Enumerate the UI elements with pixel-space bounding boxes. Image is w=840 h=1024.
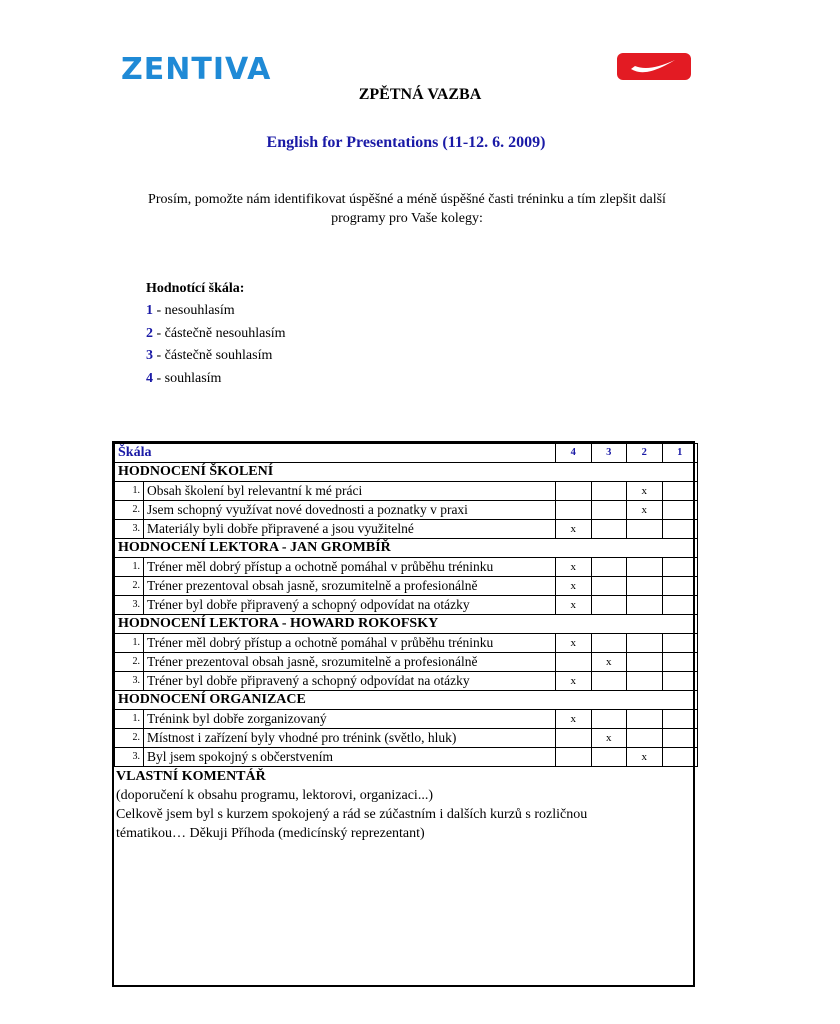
rating-cell[interactable] xyxy=(591,634,627,653)
rating-cell[interactable] xyxy=(662,501,698,520)
rating-cell[interactable] xyxy=(591,558,627,577)
rating-scale-item xyxy=(146,300,286,323)
rating-scale-text: - souhlasím xyxy=(153,370,222,386)
row-number: 3. xyxy=(115,672,144,691)
rating-cell[interactable]: x xyxy=(627,748,663,767)
rating-cell[interactable]: x xyxy=(627,482,663,501)
rating-cell[interactable] xyxy=(662,520,698,539)
table-row xyxy=(115,653,698,672)
question-text: Místnost i zařízení byly vhodné pro trénink (světlo, hluk) xyxy=(144,729,556,748)
rating-cell[interactable] xyxy=(591,482,627,501)
section-title: HODNOCENÍ LEKTORA - HOWARD ROKOFSKY xyxy=(115,615,698,634)
rating-scale xyxy=(146,281,286,390)
rating-cell[interactable] xyxy=(627,596,663,615)
question-text: Byl jsem spokojný s občerstvením xyxy=(144,748,556,767)
rating-scale-heading: Hodnotící škála: xyxy=(146,281,245,296)
section-header xyxy=(115,691,698,710)
intro-text xyxy=(112,190,702,228)
section-title: HODNOCENÍ LEKTORA - JAN GROMBÍŘ xyxy=(115,539,698,558)
rating-cell[interactable]: x xyxy=(627,501,663,520)
question-text: Tréner měl dobrý přístup a ochotně pomáhal v průběhu tréninku xyxy=(144,634,556,653)
question-text: Tréner měl dobrý přístup a ochotně pomáhal v průběhu tréninku xyxy=(144,558,556,577)
rating-scale-item xyxy=(146,345,286,368)
table-row xyxy=(115,558,698,577)
rating-cell[interactable] xyxy=(627,634,663,653)
rating-scale-text: - částečně nesouhlasím xyxy=(153,325,286,341)
section-title: HODNOCENÍ ŠKOLENÍ xyxy=(115,463,698,482)
rating-cell[interactable] xyxy=(662,653,698,672)
comment-text-line-1: Celkově jsem byl s kurzem spokojený a rád se zúčastním i dalších kurzů s rozličnou xyxy=(116,807,588,822)
table-row xyxy=(115,501,698,520)
scale-column-3: 3 xyxy=(591,444,627,463)
rating-cell[interactable]: x xyxy=(556,520,592,539)
rating-cell[interactable]: x xyxy=(556,710,592,729)
feedback-form xyxy=(112,441,695,987)
rating-cell[interactable] xyxy=(627,729,663,748)
rating-scale-item xyxy=(146,323,286,346)
rating-cell[interactable]: x xyxy=(556,672,592,691)
row-number: 2. xyxy=(115,577,144,596)
row-number: 2. xyxy=(115,653,144,672)
table-row xyxy=(115,672,698,691)
table-row xyxy=(115,634,698,653)
table-row xyxy=(115,596,698,615)
rating-scale-text: - částečně souhlasím xyxy=(153,348,273,363)
rating-table xyxy=(114,443,698,767)
rating-cell[interactable] xyxy=(662,672,698,691)
question-text: Tréner prezentoval obsah jasně, srozumitelně a profesionálně xyxy=(144,653,556,672)
rating-cell[interactable] xyxy=(591,520,627,539)
section-title: HODNOCENÍ ORGANIZACE xyxy=(115,691,698,710)
zentiva-logo xyxy=(121,52,291,82)
rating-cell[interactable] xyxy=(591,577,627,596)
rating-scale-number: 4 xyxy=(146,370,153,386)
table-row xyxy=(115,577,698,596)
rating-cell[interactable] xyxy=(662,596,698,615)
row-number: 3. xyxy=(115,748,144,767)
rating-cell[interactable] xyxy=(591,672,627,691)
question-text: Jsem schopný využívat nové dovednosti a poznatky v praxi xyxy=(144,501,556,520)
row-number: 1. xyxy=(115,482,144,501)
rating-cell[interactable] xyxy=(591,596,627,615)
rating-scale-item xyxy=(146,368,286,391)
rating-scale-text: - nesouhlasím xyxy=(153,303,235,318)
rating-cell[interactable]: x xyxy=(591,729,627,748)
rating-scale-number: 2 xyxy=(146,325,153,341)
rating-cell[interactable]: x xyxy=(556,596,592,615)
rating-cell[interactable] xyxy=(627,672,663,691)
rating-cell[interactable] xyxy=(627,710,663,729)
row-number: 2. xyxy=(115,729,144,748)
rating-cell[interactable] xyxy=(556,482,592,501)
section-header xyxy=(115,463,698,482)
rating-cell[interactable] xyxy=(662,577,698,596)
rating-cell[interactable] xyxy=(627,577,663,596)
scale-column-1: 1 xyxy=(662,444,698,463)
rating-cell[interactable] xyxy=(662,748,698,767)
rating-scale-number: 1 xyxy=(146,303,153,318)
rating-cell[interactable] xyxy=(662,710,698,729)
rating-cell[interactable] xyxy=(662,634,698,653)
question-text: Trénink byl dobře zorganizovaný xyxy=(144,710,556,729)
rating-cell[interactable] xyxy=(662,558,698,577)
row-number: 2. xyxy=(115,501,144,520)
question-text: Tréner byl dobře připravený a schopný odpovídat na otázky xyxy=(144,596,556,615)
comment-section[interactable] xyxy=(114,767,693,843)
rating-cell[interactable]: x xyxy=(556,558,592,577)
comment-hint: (doporučení k obsahu programu, lektorovi, organizaci...) xyxy=(116,788,433,803)
brand-mark-icon xyxy=(617,53,691,80)
row-number: 3. xyxy=(115,520,144,539)
rating-cell[interactable] xyxy=(591,501,627,520)
rating-cell[interactable] xyxy=(591,748,627,767)
row-number: 3. xyxy=(115,596,144,615)
row-number: 1. xyxy=(115,558,144,577)
table-row xyxy=(115,520,698,539)
table-row xyxy=(115,729,698,748)
question-text: Tréner prezentoval obsah jasně, srozumitelně a profesionálně xyxy=(144,577,556,596)
rating-cell[interactable] xyxy=(627,653,663,672)
row-number: 1. xyxy=(115,634,144,653)
table-row xyxy=(115,710,698,729)
intro-line-2: programy pro Vaše kolegy: xyxy=(331,211,483,226)
rating-cell[interactable] xyxy=(591,710,627,729)
rating-cell[interactable]: x xyxy=(556,577,592,596)
scale-column-label: Škála xyxy=(115,444,556,463)
rating-cell[interactable] xyxy=(556,653,592,672)
table-row xyxy=(115,748,698,767)
question-text: Materiály byli dobře připravené a jsou využitelné xyxy=(144,520,556,539)
intro-line-1: Prosím, pomožte nám identifikovat úspěšné a méně úspěšné časti tréninku a tím zlepšit další xyxy=(148,192,666,207)
scale-column-4: 4 xyxy=(556,444,592,463)
question-text: Obsah školení byl relevantní k mé práci xyxy=(144,482,556,501)
course-subtitle: English for Presentations (11-12. 6. 2009) xyxy=(266,134,546,151)
table-row xyxy=(115,482,698,501)
section-header xyxy=(115,539,698,558)
rating-cell[interactable] xyxy=(662,482,698,501)
rating-scale-number: 3 xyxy=(146,348,153,363)
page-title: ZPĚTNÁ VAZBA xyxy=(358,86,482,103)
rating-cell[interactable] xyxy=(627,558,663,577)
table-header-row xyxy=(115,444,698,463)
scale-column-2: 2 xyxy=(627,444,663,463)
comment-text-line-2: tématikou… Děkuji Příhoda (medicínský reprezentant) xyxy=(116,826,425,841)
rating-cell[interactable] xyxy=(662,729,698,748)
comment-heading: VLASTNÍ KOMENTÁŘ xyxy=(116,769,266,784)
rating-cell[interactable]: x xyxy=(556,634,592,653)
rating-cell[interactable] xyxy=(556,729,592,748)
rating-cell[interactable] xyxy=(627,520,663,539)
rating-cell[interactable] xyxy=(556,748,592,767)
section-header xyxy=(115,615,698,634)
question-text: Tréner byl dobře připravený a schopný odpovídat na otázky xyxy=(144,672,556,691)
rating-cell[interactable] xyxy=(556,501,592,520)
row-number: 1. xyxy=(115,710,144,729)
rating-cell[interactable]: x xyxy=(591,653,627,672)
zentiva-logo-text: ZENTIVA xyxy=(121,52,272,82)
